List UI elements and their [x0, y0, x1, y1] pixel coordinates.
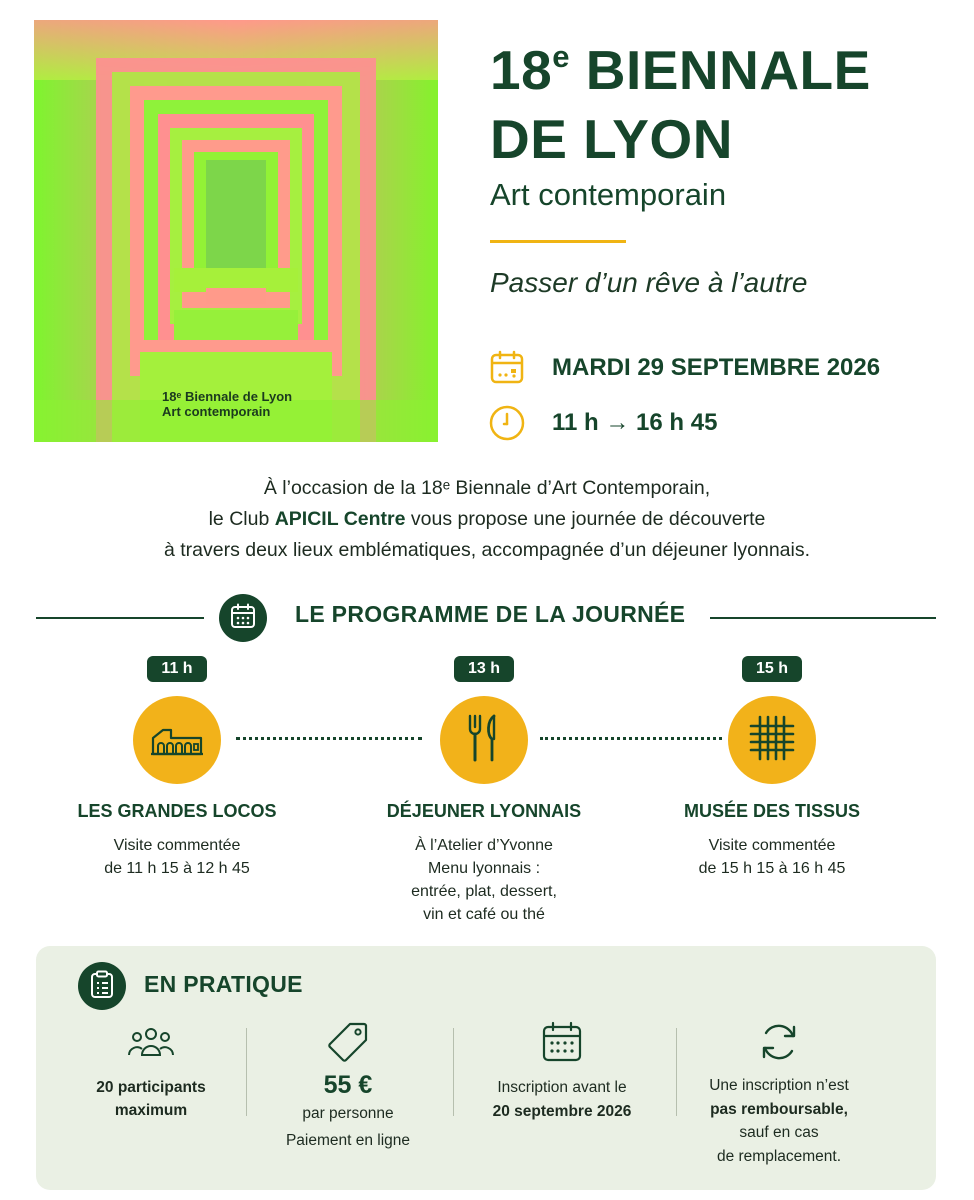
event-date-row: [488, 349, 880, 387]
step-icon-circle: [728, 696, 816, 784]
step-time-badge: 11 h: [147, 656, 207, 682]
step-desc-line: entrée, plat, dessert,: [411, 883, 557, 900]
building-icon: [149, 718, 205, 763]
people-icon: [51, 1020, 251, 1064]
step-title: LES GRANDES LOCOS: [77, 801, 277, 821]
column-divider: [453, 1028, 454, 1116]
refund-line3: sauf en cas: [739, 1124, 819, 1141]
step-time-badge: 13 h: [454, 656, 514, 682]
step-icon-circle: [133, 696, 221, 784]
price-amount: 55 €: [323, 1071, 373, 1099]
title-superscript: e: [552, 39, 570, 74]
event-time: 11 h → 16 h 45: [552, 409, 718, 436]
clock-icon: [488, 404, 526, 442]
step-desc-line: de 11 h 15 à 12 h 45: [104, 860, 250, 877]
price-tag-icon: [248, 1020, 448, 1064]
poster-caption: [162, 389, 322, 419]
step-description: [47, 834, 307, 880]
participants-line2: maximum: [114, 1102, 188, 1119]
intro-line2-end: vous propose une journée de découverte: [405, 508, 766, 530]
poster-corridor-image: [34, 20, 438, 442]
registration-line1: Inscription avant le: [497, 1079, 627, 1096]
gold-divider: [490, 240, 626, 243]
event-date: MARDI 29 SEPTEMBRE 2026: [552, 354, 881, 381]
clipboard-icon: [89, 970, 115, 1003]
registration-date: 20 septembre 2026: [492, 1103, 632, 1120]
column-divider: [246, 1028, 247, 1116]
intro-line1: À l’occasion de la 18ᵉ Biennale d’Art Contemporain,: [263, 477, 711, 499]
step-desc-line: vin et café ou thé: [423, 906, 545, 923]
title-number: 18: [490, 39, 553, 101]
calendar-icon: [230, 603, 256, 634]
intro-line2: [40, 504, 934, 535]
step-desc-line: Menu lyonnais :: [427, 860, 541, 877]
poster-artwork: [34, 20, 438, 442]
price-line2: Paiement en ligne: [285, 1132, 411, 1149]
step-title: DÉJEUNER LYONNAIS: [386, 801, 582, 821]
tagline: Passer d’un rêve à l’autre: [490, 267, 808, 298]
step-desc-line: Visite commentée: [113, 837, 241, 854]
step-title: MUSÉE DES TISSUS: [683, 801, 861, 821]
participants-info: [51, 1020, 251, 1122]
step-description: [354, 834, 614, 926]
step-description: [642, 834, 902, 880]
poster-caption-line2: Art contemporain: [162, 404, 271, 419]
column-divider: [676, 1028, 677, 1116]
registration-deadline-info: [462, 1020, 662, 1123]
price-line1: par personne: [302, 1105, 394, 1122]
title-line2: DE LYON: [490, 108, 733, 170]
calendar-icon: [488, 349, 526, 387]
step-time-badge: 15 h: [742, 656, 802, 682]
programme-divider-left: [36, 617, 204, 619]
practical-info-panel: [36, 946, 936, 1190]
price-info: [248, 1020, 448, 1153]
participants-line1: 20 participants: [96, 1079, 206, 1096]
fork-knife-icon: [464, 713, 504, 768]
practical-title: EN PRATIQUE: [144, 971, 303, 997]
poster-caption-line1: 18ᵉ Biennale de Lyon: [162, 389, 293, 404]
programme-badge: [219, 594, 267, 642]
timeline-connector: [540, 737, 722, 740]
refund-line1: Une inscription n’est: [709, 1077, 849, 1094]
programme-title: LE PROGRAMME DE LA JOURNÉE: [295, 601, 686, 627]
club-name: APICIL Centre: [274, 508, 406, 530]
page-title: [490, 40, 960, 169]
step-icon-circle: [440, 696, 528, 784]
step-desc-line: Visite commentée: [708, 837, 836, 854]
intro-line3: à travers deux lieux emblématiques, accompagnée d’un déjeuner lyonnais.: [163, 539, 811, 561]
practical-badge: [78, 962, 126, 1010]
refund-line4: de remplacement.: [716, 1148, 842, 1165]
intro-line2-start: le Club: [208, 508, 275, 530]
fabric-weave-icon: [747, 713, 797, 768]
step-desc-line: de 15 h 15 à 16 h 45: [698, 860, 846, 877]
programme-divider-right: [710, 617, 936, 619]
step-desc-line: À l’Atelier d’Yvonne: [415, 837, 553, 854]
calendar-icon: [462, 1020, 662, 1064]
title-rest: BIENNALE: [569, 39, 871, 101]
subtitle: Art contemporain: [490, 177, 727, 212]
timeline-connector: [236, 737, 422, 740]
event-time-row: [488, 404, 717, 442]
refund-policy-info: [679, 1020, 879, 1169]
refresh-icon: [679, 1020, 879, 1064]
refund-line2: pas remboursable,: [710, 1101, 848, 1118]
intro-text: [40, 473, 934, 566]
